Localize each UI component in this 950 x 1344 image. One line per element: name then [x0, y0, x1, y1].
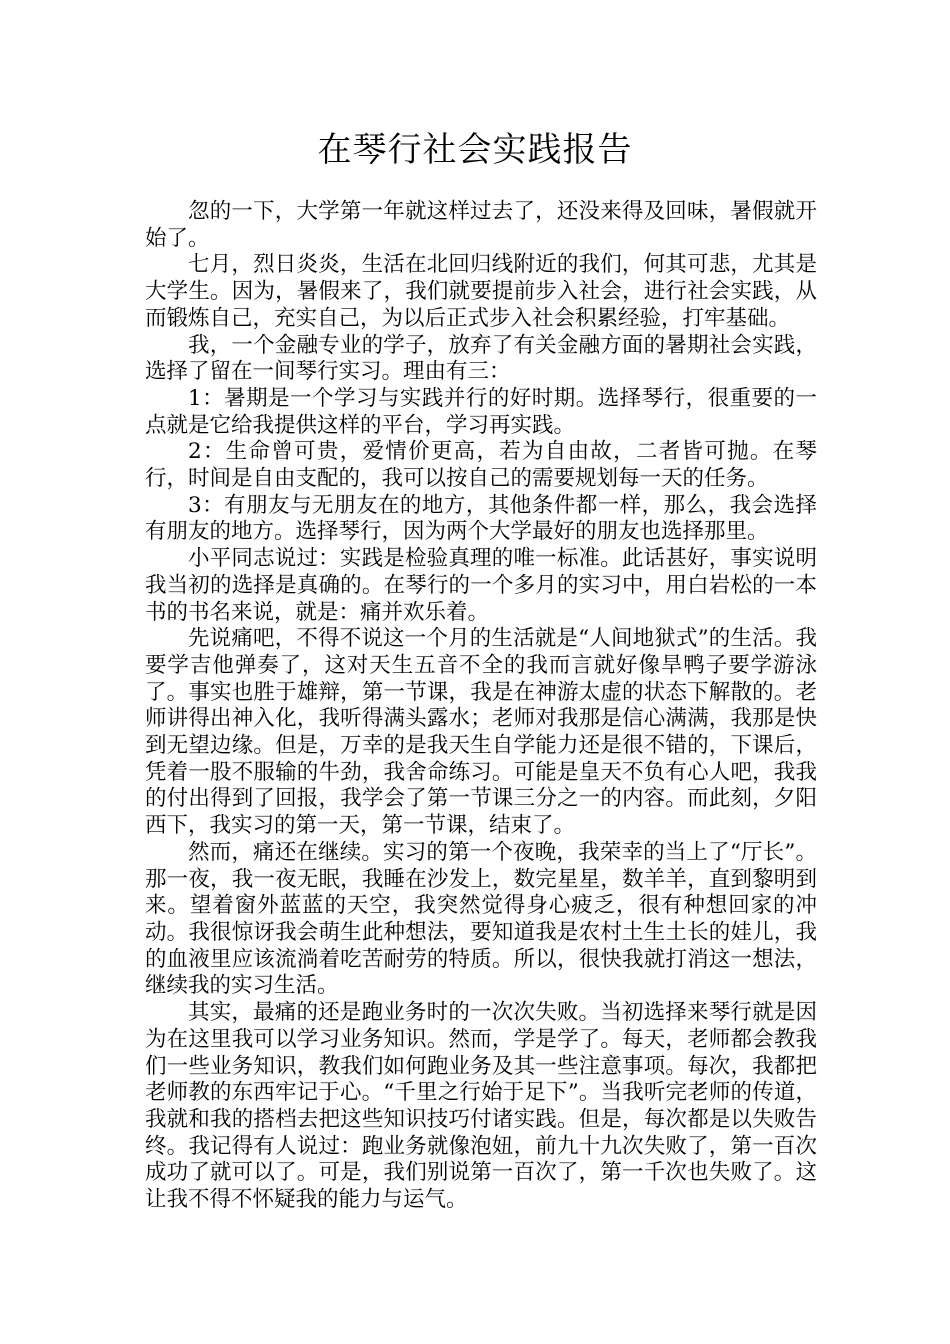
- paragraph: 3：有朋友与无朋友在的地方，其他条件都一样，那么，我会选择有朋友的地方。选择琴行，因为两个大学最好的朋友也选择那里。: [145, 492, 817, 545]
- paragraph: 1：暑期是一个学习与实践并行的好时期。选择琴行，很重要的一点就是它给我提供这样的平台，学习再实践。: [145, 385, 817, 438]
- paragraph: 先说痛吧，不得不说这一个月的生活就是“人间地狱式”的生活。我要学吉他弹奏了，这对天生五音不全的我而言就好像旱鸭子要学游泳了。事实也胜于雄辩，第一节课，我是在神游太虚的状态下解散的。老师讲得出神入化，我听得满头露水；老师对我那是信心满满，我那是快到无望边缘。但是，万幸的是我天生自学能力还是很不错的，下课后，凭着一股不服输的牛劲，我舍命练习。可能是皇天不负有心人吧，我我的付出得到了回报，我学会了第一节课三分之一的内容。而此刻，夕阳西下，我实习的第一天，第一节课，结束了。: [145, 626, 817, 839]
- paragraph: 七月，烈日炎炎，生活在北回归线附近的我们，何其可悲，尤其是大学生。因为，暑假来了，我们就要提前步入社会，进行社会实践，从而锻炼自己，充实自己，为以后正式步入社会积累经验，打牢基础。: [145, 252, 817, 331]
- paragraph: 小平同志说过：实践是检验真理的唯一标准。此话甚好，事实说明我当初的选择是真确的。在琴行的一个多月的实习中，用白岩松的一本书的书名来说，就是：痛并欢乐着。: [145, 546, 817, 625]
- document-body: [145, 199, 817, 1214]
- document-title: 在琴行社会实践报告: [317, 130, 633, 170]
- paragraph: 忽的一下，大学第一年就这样过去了，还没来得及回味，暑假就开始了。: [145, 199, 817, 251]
- paragraph: 2：生命曾可贵，爱情价更高，若为自由故，二者皆可抛。在琴行，时间是自由支配的，我可以按自己的需要规划每一天的任务。: [145, 439, 817, 492]
- paragraph: 然而，痛还在继续。实习的第一个夜晚，我荣幸的当上了“厅长”。那一夜，我一夜无眠，我睡在沙发上，数完星星，数羊羊，直到黎明到来。望着窗外蓝蓝的天空，我突然觉得身心疲乏，很有种想回家的冲动。我很惊讶我会萌生此种想法，要知道我是农村土生土长的娃儿，我的血液里应该流淌着吃苦耐劳的特质。所以，很快我就打消这一想法，继续我的实习生活。: [145, 839, 817, 999]
- paragraph: 其实，最痛的还是跑业务时的一次次失败。当初选择来琴行就是因为在这里我可以学习业务知识。然而，学是学了。每天，老师都会教我们一些业务知识，教我们如何跑业务及其一些注意事项。每次，我都把老师教的东西牢记于心。“千里之行始于足下”。当我听完老师的传道，我就和我的搭档去把这些知识技巧付诸实践。但是，每次都是以失败告终。我记得有人说过：跑业务就像泡妞，前九十九次失败了，第一百次成功了就可以了。可是，我们别说第一百次了，第一千次也失败了。这让我不得不怀疑我的能力与运气。: [145, 1000, 817, 1213]
- paragraph: 我，一个金融专业的学子，放弃了有关金融方面的暑期社会实践，选择了留在一间琴行实习。理由有三：: [145, 332, 817, 385]
